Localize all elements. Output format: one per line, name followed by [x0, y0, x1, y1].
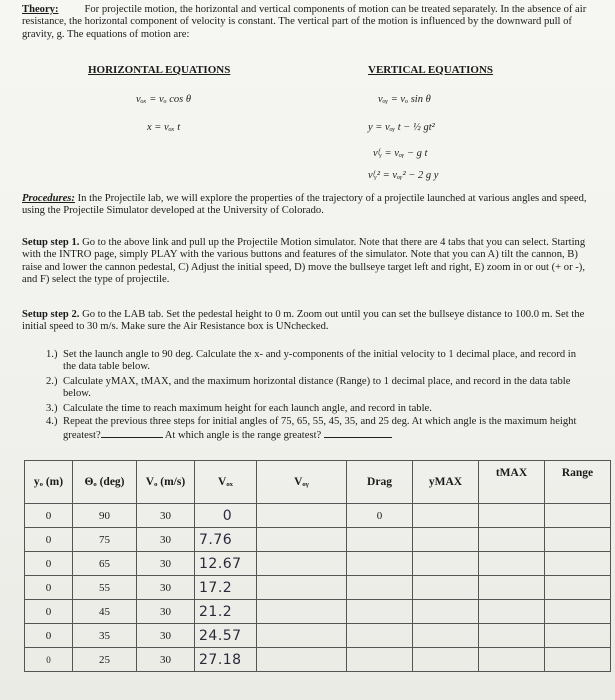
cell-v0: 30 [137, 624, 195, 648]
cell-angle: 25 [73, 648, 137, 672]
cell-tmax[interactable] [479, 528, 545, 552]
cell-voy[interactable] [257, 528, 347, 552]
cell-y0: 0 [25, 624, 73, 648]
cell-v0: 30 [137, 576, 195, 600]
cell-y0: 0 [25, 528, 73, 552]
cell-y0: 0 [25, 504, 73, 528]
cell-angle: 75 [73, 528, 137, 552]
cell-v0: 30 [137, 552, 195, 576]
cell-ymax[interactable] [413, 624, 479, 648]
horizontal-equations-heading: HORIZONTAL EQUATIONS [88, 64, 231, 76]
data-table [24, 460, 611, 672]
cell-v0: 30 [137, 600, 195, 624]
table-row [25, 528, 611, 552]
table-header-row [25, 461, 611, 504]
cell-range[interactable] [545, 528, 611, 552]
cell-voy[interactable] [257, 504, 347, 528]
cell-range[interactable] [545, 648, 611, 672]
cell-v0: 30 [137, 648, 195, 672]
cell-angle: 35 [73, 624, 137, 648]
cell-drag[interactable] [347, 624, 413, 648]
vertical-equation: vᶠᵧ² = vₒᵧ² − 2 g y [368, 170, 439, 181]
theory-text: For projectile motion, the horizontal and vertical components of motion can be treated separately. In the absence of air resistance, the horizontal component of velocity is constant. The vertical part of the motion is influenced by the downward pull of gravity, g. The equations of motion are: [22, 4, 587, 40]
question-text: Calculate the time to reach maximum height for each launch angle, and record in table. [63, 403, 432, 414]
question-number: 3.) [46, 403, 58, 414]
table-row [25, 552, 611, 576]
cell-drag: 0 [347, 504, 413, 528]
cell-voy[interactable] [257, 552, 347, 576]
cell-voy[interactable] [257, 600, 347, 624]
cell-range[interactable] [545, 600, 611, 624]
cell-tmax[interactable] [479, 552, 545, 576]
table-row [25, 504, 611, 528]
setup-step-2-label: Setup step 2. [22, 309, 80, 320]
cell-voy[interactable] [257, 648, 347, 672]
question-3 [46, 403, 586, 415]
cell-vox[interactable]: 7.76 [195, 528, 257, 552]
cell-drag[interactable] [347, 576, 413, 600]
cell-vox[interactable]: 24.57 [195, 624, 257, 648]
column-header: Vₒ (m/s) [137, 461, 195, 504]
table-row [25, 576, 611, 600]
cell-range[interactable] [545, 552, 611, 576]
question-number: 4.) [46, 416, 58, 427]
theory-label: Theory: [22, 4, 59, 15]
setup-step-2-text: Go to the LAB tab. Set the pedestal height to 0 m. Zoom out until you can set the bullseye distance to 100.0 m. Set the initial speed to 30 m/s. Make sure the Air Resistance box is UNchecked. [22, 309, 585, 333]
cell-tmax[interactable] [479, 648, 545, 672]
cell-vox[interactable]: 17.2 [195, 576, 257, 600]
table-row [25, 600, 611, 624]
cell-ymax[interactable] [413, 504, 479, 528]
cell-ymax[interactable] [413, 552, 479, 576]
cell-v0: 30 [137, 528, 195, 552]
cell-range[interactable] [545, 576, 611, 600]
vertical-equation: vᶠᵧ = vₒᵧ − g t [373, 148, 428, 159]
cell-drag[interactable] [347, 552, 413, 576]
cell-tmax[interactable] [479, 600, 545, 624]
table-row [25, 648, 611, 672]
answer-blank-max-height[interactable] [101, 428, 163, 438]
vertical-equation: y = vₒᵧ t − ½ gt² [368, 122, 435, 133]
setup-step-1-label: Setup step 1. [22, 237, 80, 248]
column-header: Vₒᵧ [257, 461, 347, 504]
cell-drag[interactable] [347, 648, 413, 672]
cell-ymax[interactable] [413, 648, 479, 672]
cell-range[interactable] [545, 504, 611, 528]
cell-ymax[interactable] [413, 528, 479, 552]
cell-voy[interactable] [257, 624, 347, 648]
cell-range[interactable] [545, 624, 611, 648]
answer-blank-max-range[interactable] [324, 428, 392, 438]
cell-y0: 0 [25, 648, 73, 672]
table-row [25, 624, 611, 648]
horizontal-equation: vₒₓ = vₒ cos θ [136, 94, 192, 105]
column-header: Vₒₓ [195, 461, 257, 504]
setup-step-2 [22, 309, 600, 334]
cell-voy[interactable] [257, 576, 347, 600]
question-number: 2.) [46, 376, 58, 387]
cell-y0: 0 [25, 552, 73, 576]
procedures-paragraph [22, 193, 602, 218]
column-header: Range [545, 461, 611, 504]
setup-step-1-text: Go to the above link and pull up the Projectile Motion simulator. Note that there are 4 tabs that you can select. Starting with the INTRO page, simply PLAY with the various buttons and features of the simulator. Note that you can A) tilt the cannon, B) raise and lower the cannon pedestal, C) Adjust the initial speed, D) move the bullseye target left and right, E) zoom in or out (+ or -), and F) select the type of projectile. [22, 237, 586, 286]
cell-drag[interactable] [347, 528, 413, 552]
question-2 [46, 376, 586, 400]
cell-v0: 30 [137, 504, 195, 528]
question-1 [46, 349, 586, 373]
cell-tmax[interactable] [479, 624, 545, 648]
question-text: Set the launch angle to 90 deg. Calculate the x- and y-components of the initial velocity to 1 decimal place, and record in the data table below. [63, 349, 577, 373]
vertical-equations-heading: VERTICAL EQUATIONS [368, 64, 494, 76]
column-header: yMAX [413, 461, 479, 504]
column-header: Drag [347, 461, 413, 504]
question-number: 1.) [46, 349, 58, 360]
cell-angle: 45 [73, 600, 137, 624]
setup-step-1 [22, 237, 600, 287]
theory-paragraph [22, 4, 602, 41]
cell-angle: 65 [73, 552, 137, 576]
procedures-text: In the Projectile lab, we will explore the properties of the trajectory of a projectile launched at various angles and speed, using the Projectile Simulator developed at the University of Colorado. [22, 193, 587, 217]
cell-ymax[interactable] [413, 600, 479, 624]
column-header: yₒ (m) [25, 461, 73, 504]
question-text: At which angle is the range greatest? [164, 430, 322, 442]
cell-vox[interactable]: 27.18 [195, 648, 257, 672]
horizontal-equation: x = vₒₓ t [147, 122, 181, 133]
cell-y0: 0 [25, 600, 73, 624]
cell-vox[interactable]: 12.67 [195, 552, 257, 576]
cell-tmax[interactable] [479, 504, 545, 528]
cell-vox[interactable]: 0 [195, 504, 257, 528]
cell-drag[interactable] [347, 600, 413, 624]
question-4 [46, 416, 598, 442]
question-text: Calculate yMAX, tMAX, and the maximum horizontal distance (Range) to 1 decimal place, and record in the data table below. [63, 376, 571, 400]
cell-ymax[interactable] [413, 576, 479, 600]
cell-angle: 55 [73, 576, 137, 600]
vertical-equation: vₒᵧ = vₒ sin θ [378, 94, 431, 105]
cell-tmax[interactable] [479, 576, 545, 600]
column-header: Θₒ (deg) [73, 461, 137, 504]
cell-y0: 0 [25, 576, 73, 600]
question-text: Repeat the previous three steps for initial angles of 75, 65, 55, 45, 35, and 25 deg. At which angle is the maximum height greatest? [63, 416, 577, 442]
column-header: tMAX [479, 461, 545, 504]
cell-angle: 90 [73, 504, 137, 528]
procedures-label: Procedures: [22, 193, 75, 204]
cell-vox[interactable]: 21.2 [195, 600, 257, 624]
